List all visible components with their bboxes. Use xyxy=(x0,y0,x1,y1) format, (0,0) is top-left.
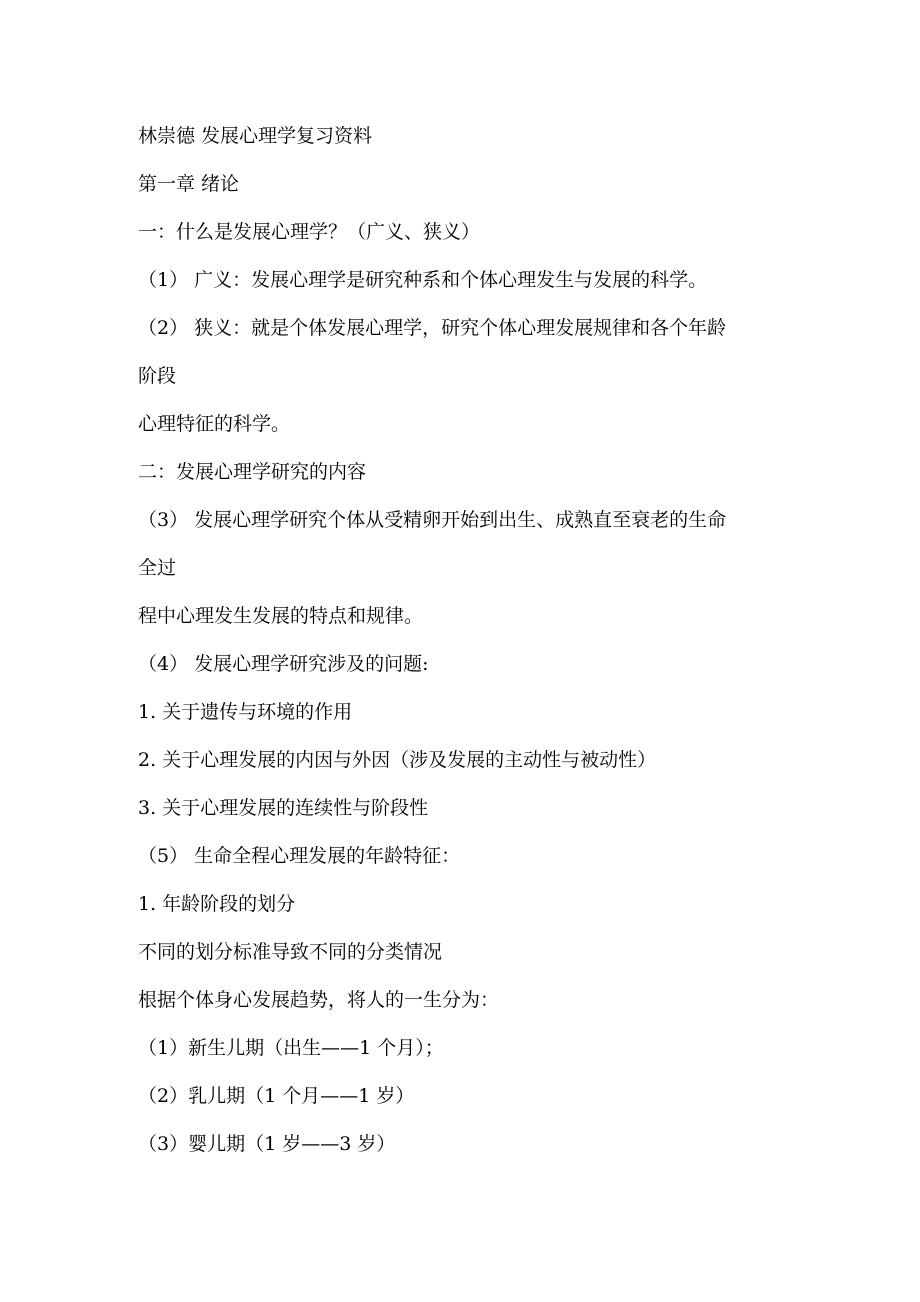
text-line: 全过 xyxy=(138,557,177,579)
text-line: （5） 生命全程心理发展的年龄特征： xyxy=(138,845,461,867)
text-line: （2） 狭义：就是个体发展心理学，研究个体心理发展规律和各个年龄 xyxy=(138,317,727,339)
section-heading: 一：什么是发展心理学？（广义、狭义） xyxy=(138,221,481,243)
text-line: 根据个体身心发展趋势，将人的一生分为： xyxy=(138,989,500,1011)
list-item: 1. 年龄阶段的划分 xyxy=(138,893,296,915)
text-line: （3） 发展心理学研究个体从受精卵开始到出生、成熟直至衰老的生命 xyxy=(138,509,727,531)
list-item: （1）新生儿期（出生——1 个月）； xyxy=(138,1037,444,1059)
chapter-heading: 第一章 绪论 xyxy=(138,173,240,195)
text-line: 阶段 xyxy=(138,365,177,387)
list-item: 2. 关于心理发展的内因与外因（涉及发展的主动性与被动性） xyxy=(138,749,657,771)
list-item: （3）婴儿期（1 岁——3 岁） xyxy=(138,1133,396,1155)
list-item: 3. 关于心理发展的连续性与阶段性 xyxy=(138,797,429,819)
text-line: 程中心理发生发展的特点和规律。 xyxy=(138,605,424,627)
list-item: 1. 关于遗传与环境的作用 xyxy=(138,701,353,723)
list-item: （2）乳儿期（1 个月——1 岁） xyxy=(138,1085,415,1107)
document-title: 林崇德 发展心理学复习资料 xyxy=(138,125,373,147)
text-line: （1） 广义：发展心理学是研究种系和个体心理发生与发展的科学。 xyxy=(138,269,708,291)
section-heading: 二：发展心理学研究的内容 xyxy=(138,461,367,483)
text-line: 不同的划分标准导致不同的分类情况 xyxy=(138,941,443,963)
text-line: （4） 发展心理学研究涉及的问题: xyxy=(138,653,429,675)
text-line: 心理特征的科学。 xyxy=(138,413,291,435)
